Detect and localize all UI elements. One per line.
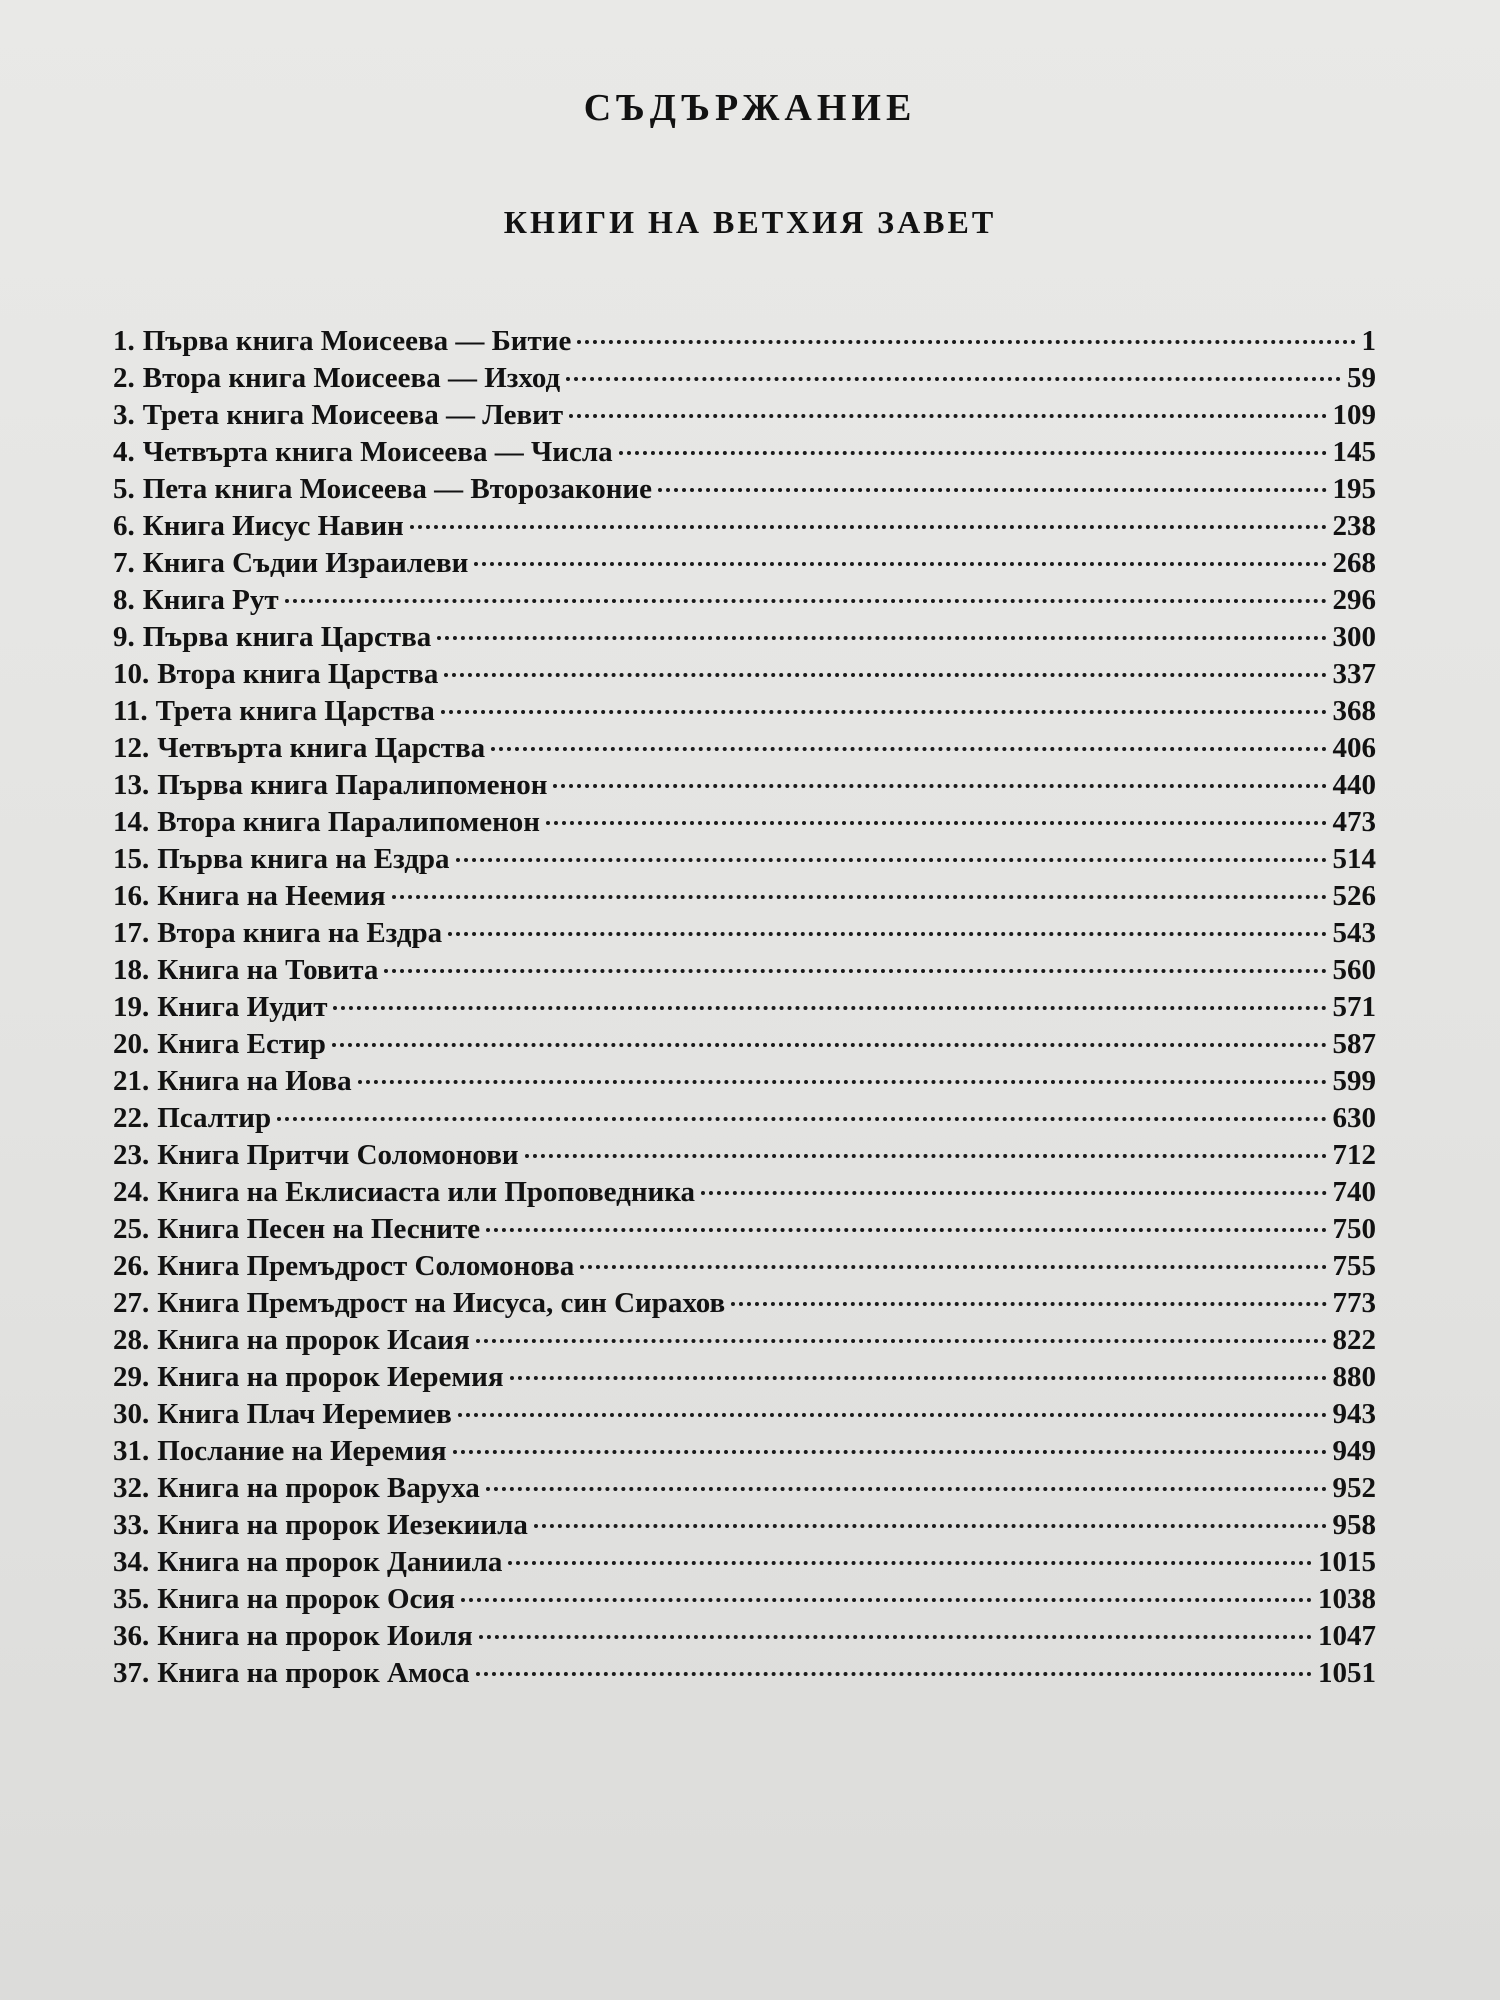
entry-page-number: 526 — [1332, 880, 1376, 912]
dot-leader — [444, 673, 1326, 677]
entry-page-number: 630 — [1332, 1102, 1376, 1134]
entry-number: 27. — [113, 1287, 150, 1319]
entry-title: Книга Иудит — [157, 991, 328, 1023]
entry-number: 19. — [113, 991, 150, 1023]
dot-leader — [510, 1376, 1327, 1380]
entry-page-number: 712 — [1332, 1139, 1376, 1171]
dot-leader — [546, 821, 1327, 825]
toc-entry — [113, 584, 1376, 621]
toc-entry — [113, 1583, 1376, 1620]
entry-number: 22. — [113, 1102, 150, 1134]
dot-leader — [333, 1006, 1326, 1010]
entry-number: 29. — [113, 1361, 150, 1393]
entry-page-number: 109 — [1332, 399, 1376, 431]
entry-title: Книга на пророк Варуха — [157, 1472, 480, 1504]
toc-entry — [113, 1250, 1376, 1287]
entry-page-number: 958 — [1332, 1509, 1376, 1541]
entry-title: Книга Премъдрост Соломонова — [157, 1250, 575, 1282]
entry-number: 25. — [113, 1213, 150, 1245]
entry-number: 26. — [113, 1250, 150, 1282]
dot-leader — [392, 895, 1327, 899]
dot-leader — [569, 414, 1326, 418]
entry-title: Втора книга Моисеева — Изход — [142, 362, 561, 394]
entry-title: Втора книга Паралипоменон — [157, 806, 540, 838]
entry-title: Книга Иисус Навин — [142, 510, 404, 542]
dot-leader — [461, 1598, 1312, 1602]
dot-leader — [441, 710, 1327, 714]
entry-page-number: 514 — [1332, 843, 1376, 875]
toc-entry — [113, 1028, 1376, 1065]
entry-title: Четвърта книга Моисеева — Числа — [142, 436, 613, 468]
entry-number: 13. — [113, 769, 150, 801]
page-heading: СЪДЪРЖАНИЕ — [583, 87, 917, 129]
entry-page-number: 145 — [1332, 436, 1376, 468]
entry-title: Книга на пророк Иеремия — [157, 1361, 504, 1393]
section-heading: КНИГИ НА ВЕТХИЯ ЗАВЕТ — [503, 204, 997, 240]
entry-title: Книга на пророк Иоиля — [157, 1620, 473, 1652]
entry-page-number: 268 — [1332, 547, 1376, 579]
entry-title: Книга на Неемия — [157, 880, 386, 912]
entry-number: 8. — [113, 584, 135, 616]
entry-title: Книга Премъдрост на Иисуса, син Сирахов — [157, 1287, 726, 1319]
entry-page-number: 543 — [1332, 917, 1376, 949]
entry-number: 34. — [113, 1546, 150, 1578]
entry-title: Първа книга Моисеева — Битие — [142, 325, 572, 357]
dot-leader — [285, 599, 1327, 603]
entry-number: 35. — [113, 1583, 150, 1615]
entry-page-number: 952 — [1332, 1472, 1376, 1504]
dot-leader — [458, 1413, 1327, 1417]
entry-number: 30. — [113, 1398, 150, 1430]
dot-leader — [731, 1302, 1326, 1306]
dot-leader — [474, 562, 1326, 566]
entry-title: Книга Съдии Израилеви — [142, 547, 469, 579]
entry-page-number: 949 — [1332, 1435, 1376, 1467]
entry-title: Псалтир — [157, 1102, 272, 1134]
entry-title: Книга на Иова — [157, 1065, 352, 1097]
toc-entry — [113, 880, 1376, 917]
toc-entry — [113, 325, 1376, 362]
entry-number: 21. — [113, 1065, 150, 1097]
entry-page-number: 473 — [1332, 806, 1376, 838]
entry-title: Книга Плач Иеремиев — [157, 1398, 452, 1430]
toc-entry — [113, 1361, 1376, 1398]
entry-number: 32. — [113, 1472, 150, 1504]
toc-entry — [113, 1472, 1376, 1509]
entry-number: 2. — [113, 362, 135, 394]
entry-page-number: 300 — [1332, 621, 1376, 653]
entry-title: Първа книга Паралипоменон — [157, 769, 548, 801]
toc-entry — [113, 1176, 1376, 1213]
entry-title: Книга на пророк Амоса — [157, 1657, 470, 1689]
dot-leader — [577, 340, 1355, 344]
entry-page-number: 740 — [1332, 1176, 1376, 1208]
entry-page-number: 368 — [1332, 695, 1376, 727]
entry-number: 23. — [113, 1139, 150, 1171]
toc-entry — [113, 473, 1376, 510]
entry-title: Втора книга на Ездра — [157, 917, 443, 949]
entry-number: 5. — [113, 473, 135, 505]
entry-title: Първа книга на Ездра — [157, 843, 450, 875]
dot-leader — [486, 1487, 1327, 1491]
entry-page-number: 1 — [1361, 325, 1376, 357]
entry-number: 3. — [113, 399, 135, 431]
toc-entry — [113, 917, 1376, 954]
entry-number: 18. — [113, 954, 150, 986]
dot-leader — [456, 858, 1327, 862]
entry-page-number: 571 — [1332, 991, 1376, 1023]
entry-number: 37. — [113, 1657, 150, 1689]
entry-number: 31. — [113, 1435, 150, 1467]
entry-number: 10. — [113, 658, 150, 690]
toc-entry — [113, 806, 1376, 843]
entry-title: Книга Рут — [142, 584, 279, 616]
entry-page-number: 750 — [1332, 1213, 1376, 1245]
entry-number: 9. — [113, 621, 135, 653]
dot-leader — [566, 377, 1341, 381]
entry-page-number: 406 — [1332, 732, 1376, 764]
entry-page-number: 773 — [1332, 1287, 1376, 1319]
entry-title: Трета книга Моисеева — Левит — [142, 399, 564, 431]
entry-title: Книга на Товита — [157, 954, 379, 986]
toc-entry — [113, 436, 1376, 473]
entry-page-number: 880 — [1332, 1361, 1376, 1393]
dot-leader — [701, 1191, 1326, 1195]
dot-leader — [448, 932, 1326, 936]
toc-entry — [113, 1213, 1376, 1250]
dot-leader — [476, 1339, 1327, 1343]
entry-page-number: 1051 — [1318, 1657, 1376, 1689]
entry-number: 15. — [113, 843, 150, 875]
entry-title: Книга на пророк Даниила — [157, 1546, 503, 1578]
dot-leader — [479, 1635, 1312, 1639]
table-of-contents — [113, 325, 1376, 1694]
entry-page-number: 560 — [1332, 954, 1376, 986]
entry-page-number: 1047 — [1318, 1620, 1376, 1652]
toc-entry — [113, 399, 1376, 436]
dot-leader — [525, 1154, 1327, 1158]
toc-entry — [113, 1102, 1376, 1139]
entry-number: 20. — [113, 1028, 150, 1060]
dot-leader — [358, 1080, 1327, 1084]
toc-entry — [113, 1546, 1376, 1583]
entry-title: Пета книга Моисеева — Второзаконие — [142, 473, 653, 505]
toc-entry — [113, 1139, 1376, 1176]
dot-leader — [437, 636, 1326, 640]
entry-number: 16. — [113, 880, 150, 912]
dot-leader — [277, 1117, 1326, 1121]
dot-leader — [553, 784, 1326, 788]
entry-title: Трета книга Царства — [155, 695, 435, 727]
entry-page-number: 943 — [1332, 1398, 1376, 1430]
entry-number: 36. — [113, 1620, 150, 1652]
toc-entry — [113, 510, 1376, 547]
entry-title: Книга на Еклисиаста или Проповедника — [157, 1176, 696, 1208]
dot-leader — [580, 1265, 1326, 1269]
entry-number: 33. — [113, 1509, 150, 1541]
entry-title: Книга на пророк Исаия — [157, 1324, 470, 1356]
entry-number: 7. — [113, 547, 135, 579]
entry-page-number: 1038 — [1318, 1583, 1376, 1615]
entry-page-number: 822 — [1332, 1324, 1376, 1356]
toc-entry — [113, 1657, 1376, 1694]
entry-page-number: 755 — [1332, 1250, 1376, 1282]
entry-title: Първа книга Царства — [142, 621, 432, 653]
toc-entry — [113, 1398, 1376, 1435]
toc-entry — [113, 732, 1376, 769]
entry-title: Книга Песен на Песните — [157, 1213, 481, 1245]
entry-number: 6. — [113, 510, 135, 542]
entry-number: 11. — [113, 695, 148, 727]
entry-number: 12. — [113, 732, 150, 764]
entry-title: Послание на Иеремия — [157, 1435, 447, 1467]
dot-leader — [534, 1524, 1327, 1528]
toc-entry — [113, 1509, 1376, 1546]
dot-leader — [332, 1043, 1327, 1047]
entry-number: 14. — [113, 806, 150, 838]
toc-entry — [113, 1620, 1376, 1657]
dot-leader — [410, 525, 1327, 529]
entry-number: 1. — [113, 325, 135, 357]
toc-entry — [113, 621, 1376, 658]
toc-entry — [113, 1287, 1376, 1324]
dot-leader — [658, 488, 1326, 492]
entry-page-number: 1015 — [1318, 1546, 1376, 1578]
entry-title: Втора книга Царства — [157, 658, 439, 690]
toc-entry — [113, 362, 1376, 399]
dot-leader — [453, 1450, 1327, 1454]
entry-number: 4. — [113, 436, 135, 468]
entry-title: Книга Естир — [157, 1028, 326, 1060]
entry-number: 28. — [113, 1324, 150, 1356]
toc-entry — [113, 954, 1376, 991]
entry-page-number: 440 — [1332, 769, 1376, 801]
toc-entry — [113, 991, 1376, 1028]
toc-entry — [113, 1065, 1376, 1102]
toc-entry — [113, 695, 1376, 732]
entry-number: 24. — [113, 1176, 150, 1208]
entry-title: Книга на пророк Осия — [157, 1583, 455, 1615]
dot-leader — [619, 451, 1327, 455]
entry-number: 17. — [113, 917, 150, 949]
entry-title: Книга на пророк Иезекиила — [157, 1509, 528, 1541]
toc-entry — [113, 1435, 1376, 1472]
dot-leader — [486, 1228, 1326, 1232]
toc-entry — [113, 547, 1376, 584]
toc-entry — [113, 769, 1376, 806]
entry-page-number: 195 — [1332, 473, 1376, 505]
entry-page-number: 59 — [1347, 362, 1376, 394]
toc-entry — [113, 1324, 1376, 1361]
entry-page-number: 238 — [1332, 510, 1376, 542]
dot-leader — [476, 1672, 1312, 1676]
entry-title: Четвърта книга Царства — [157, 732, 486, 764]
entry-title: Книга Притчи Соломонови — [157, 1139, 519, 1171]
toc-entry — [113, 843, 1376, 880]
entry-page-number: 599 — [1332, 1065, 1376, 1097]
dot-leader — [384, 969, 1326, 973]
toc-entry — [113, 658, 1376, 695]
entry-page-number: 587 — [1332, 1028, 1376, 1060]
dot-leader — [491, 747, 1326, 751]
entry-page-number: 337 — [1332, 658, 1376, 690]
dot-leader — [508, 1561, 1312, 1565]
entry-page-number: 296 — [1332, 584, 1376, 616]
